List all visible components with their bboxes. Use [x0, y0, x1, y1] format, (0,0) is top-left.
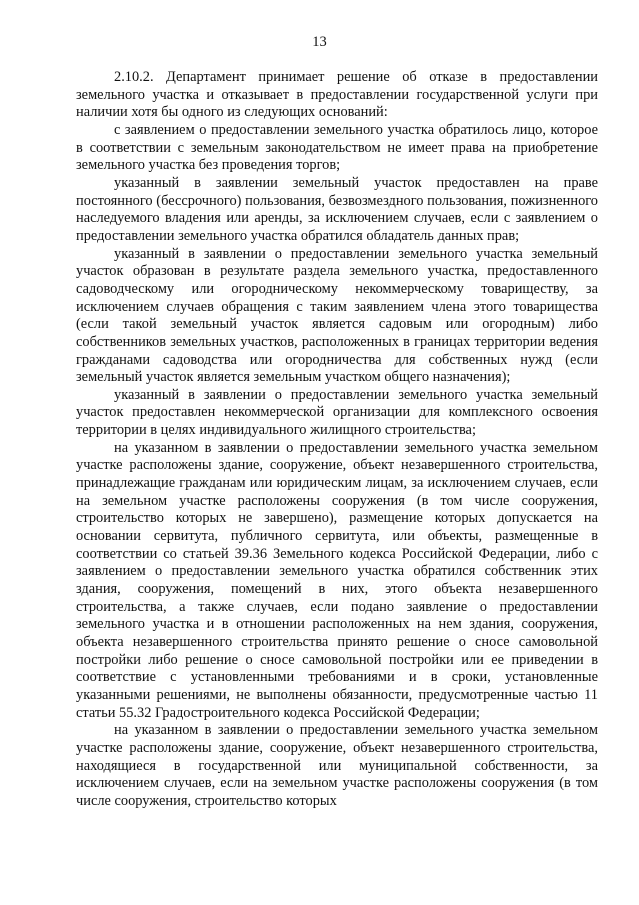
document-body	[76, 69, 598, 811]
paragraph-already-granted-right: указанный в заявлении земельный участок предоставлен на праве постоянного (бессрочного) пользования, безвозмездного пользования, пожизненного наследуемого владения или аренды, за исключением случаев, если с заявлением о предоставлении земельного участка обратился обладатель данных прав;	[76, 174, 598, 244]
paragraph-garden-partnership-division: указанный в заявлении о предоставлении земельного участка земельный участок образован в результате раздела земельного участка, предоставленного садоводческому или огородническому некоммерческому товариществу, за исключением случаев обращения с таким заявлением члена этого товарищества (если такой земельный участок является садовым или огородным) либо собственников земельных участков, расположенных в границах территории ведения гражданами садоводства или огородничества для собственных нужд (если земельный участок является земельным участком общего назначения);	[76, 245, 598, 386]
paragraph-no-right-without-auction: с заявлением о предоставлении земельного участка обратилось лицо, которое в соответствии с земельным законодательством не имеет права на приобретение земельного участка без проведения торгов;	[76, 121, 598, 174]
paragraph-public-buildings-on-plot: на указанном в заявлении о предоставлении земельного участка земельном участке расположены здание, сооружение, объект незавершенного строительства, находящиеся в государственной или муниципальной собственности, за исключением случаев, если на земельном участке расположены сооружения (в том числе сооружения, строительство которых	[76, 722, 598, 809]
paragraph-clause-2-10-2: 2.10.2. Департамент принимает решение об отказе в предоставлении земельного участка и отказывает в предоставлении государственной услуги при наличии хотя бы одного из следующих оснований:	[76, 69, 598, 121]
paragraph-housing-development-organization: указанный в заявлении о предоставлении земельного участка земельный участок предоставлен некоммерческой организации для комплексного освоения территории в целях индивидуального жилищного строительства;	[76, 386, 598, 439]
page-number: 13	[312, 34, 327, 50]
paragraph-private-buildings-on-plot: на указанном в заявлении о предоставлении земельного участка земельном участке расположены здание, сооружение, объект незавершенного строительства, принадлежащие гражданам или юридическим лицам, за исключением случаев, если на земельном участке расположены сооружения (в том числе сооружения, строительство которых не завершено), размещение которых допускается на основании сервитута, публичного сервитута, или объекты, размещенные в соответствии со статьей 39.36 Земельного кодекса Российской Федерации, либо с заявлением о предоставлении земельного участка обратился собственник этих здания, сооружения, помещений в них, этого объекта незавершенного строительства, а также случаев, если подано заявление о предоставлении земельного участка и в отношении расположенных на нем здания, сооружения, объекта незавершенного строительства принято решение о сносе самовольной постройки либо решение о сносе самовольной постройки или ее приведении в соответствие с установленными требованиями и в сроки, установленные указанными решениями, не выполнены обязанности, предусмотренные частью 11 статьи 55.32 Градостроительного кодекса Российской Федерации;	[76, 439, 598, 721]
